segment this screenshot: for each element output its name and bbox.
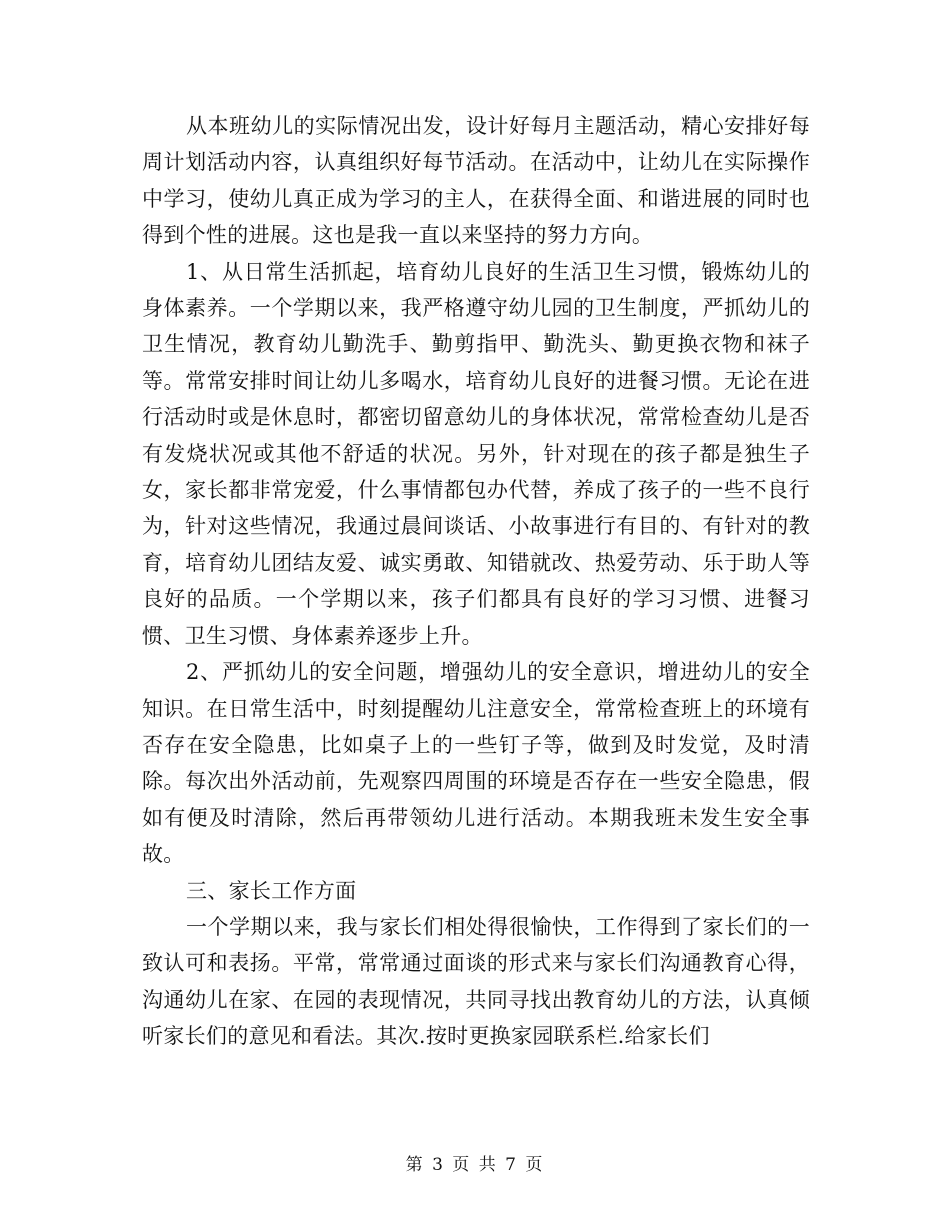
section-heading-parents: 三、家长工作方面 (186, 878, 357, 903)
paragraph-hygiene: 1、从日常生活抓起，培育幼儿良好的生活卫生习惯，锻炼幼儿的身体素养。一个学期以来，我严格遵守幼儿园的卫生制度，严抓幼儿的卫生情况，教育幼儿勤洗手、勤剪指甲、勤洗头、勤更换衣物和袜子等。常常安排时间让幼儿多喝水，培育幼儿良好的进餐习惯。无论在进行活动时或是休息时，都密切留意幼儿的身体状况，常常检查幼儿是否有发烧状况或其他不舒适的状况。另外，针对现在的孩子都是独生子女，家长都非常宠爱，什么事情都包办代替，养成了孩子的一些不良行为，针对这些情况，我通过晨间谈话、小故事进行有目的、有针对的教育，培育幼儿团结友爱、诚实勇敢、知错就改、热爱劳动、乐于助人等良好的品质。一个学期以来，孩子们都具有良好的学习习惯、进餐习惯、卫生习惯、身体素养逐步上升。 (142, 259, 810, 648)
paragraph-safety: 2、严抓幼儿的安全问题，增强幼儿的安全意识，增进幼儿的安全知识。在日常生活中，时刻提醒幼儿注意安全，常常检查班上的环境有否存在安全隐患，比如桌子上的一些钉子等，做到及时发觉，及时清除。每次出外活动前，先观察四周围的环境是否存在一些安全隐患，假如有便及时清除，然后再带领幼儿进行活动。本期我班未发生安全事故。 (142, 660, 810, 867)
paragraph-parents: 一个学期以来，我与家长们相处得很愉快，工作得到了家长们的一致认可和表扬。平常，常常通过面谈的形式来与家长们沟通教育心得，沟通幼儿在家、在园的表现情况，共同寻找出教育幼儿的方法，认真倾听家长们的意见和看法。其次.按时更换家园联系栏.给家长们 (142, 914, 810, 1049)
page-footer: 第 3 页 共 7 页 (405, 1155, 545, 1175)
paragraph-intro: 从本班幼儿的实际情况出发，设计好每月主题活动，精心安排好每周计划活动内容，认真组织好每节活动。在活动中，让幼儿在实际操作中学习，使幼儿真正成为学习的主人，在获得全面、和谐进展的同时也得到个性的进展。这也是我一直以来坚持的努力方向。 (142, 114, 810, 248)
document-body (142, 108, 810, 1055)
